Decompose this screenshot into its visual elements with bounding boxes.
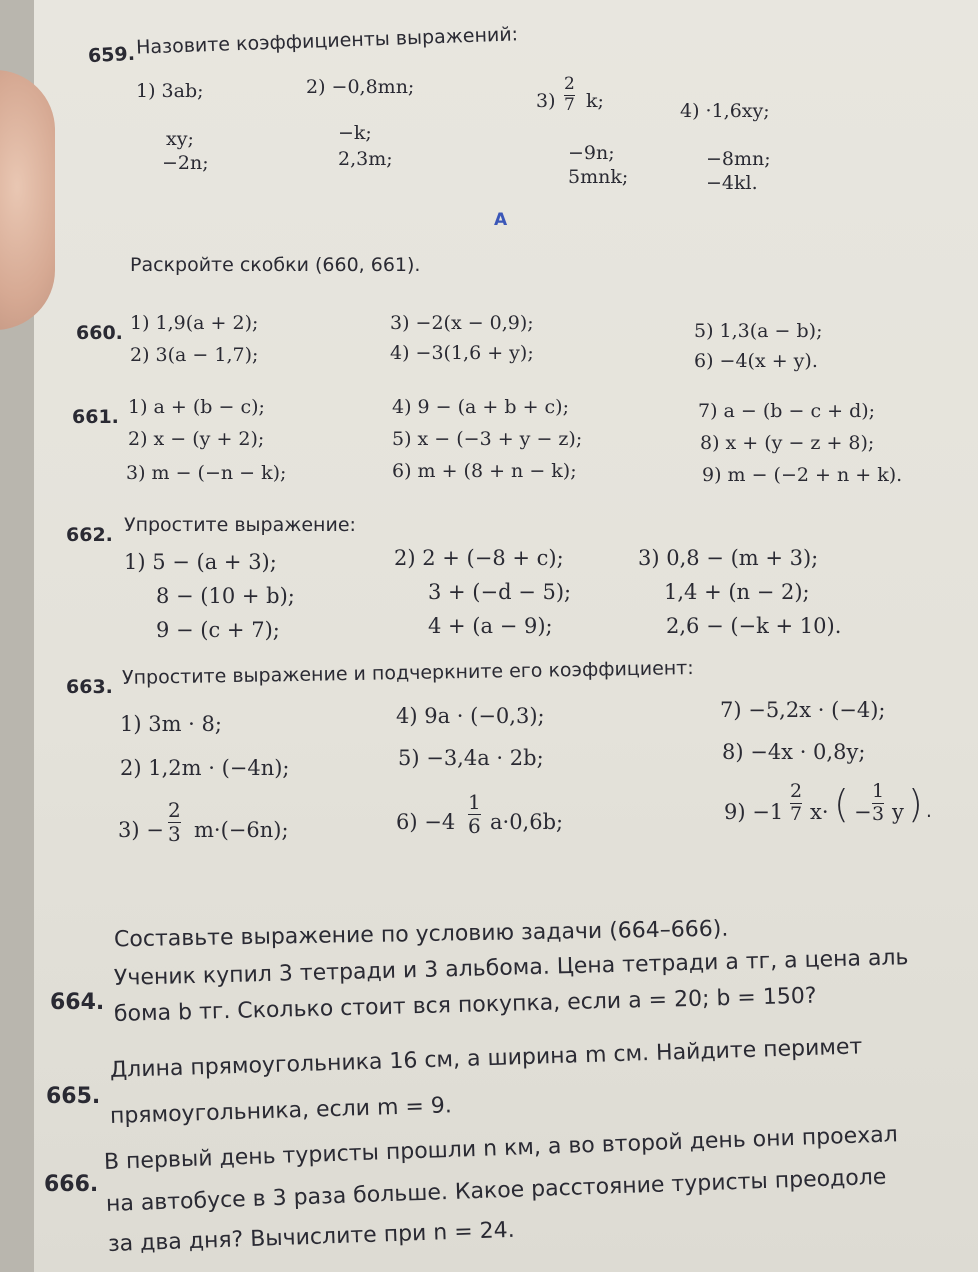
problem-659-number: 659. <box>87 42 136 68</box>
p662-item-3b: 1,4 + (n − 2); <box>664 580 810 604</box>
p663-item-6-fraction <box>468 792 481 837</box>
problem-663-title: Упростите выражение и подчеркните его коэффициент: <box>121 657 694 689</box>
p660-item-4: 4) −3(1,6 + y); <box>390 342 534 364</box>
p662-item-1b: 8 − (10 + b); <box>156 584 295 608</box>
fraction-numerator: 1 <box>872 780 885 802</box>
p664-line-1: Ученик купил 3 тетради и 3 альбома. Цена тетради a тг, а цена аль <box>113 945 909 991</box>
fraction-numerator: 1 <box>468 790 481 814</box>
p659-frac-num: 2 <box>564 74 575 94</box>
p662-item-1a: 1) 5 − (a + 3); <box>124 550 277 574</box>
p663-item-3-fraction <box>168 800 181 845</box>
p665-line-1: Длина прямоугольника 16 см, а ширина m см. Найдите перимет <box>109 1034 863 1083</box>
fraction-numerator: 2 <box>790 780 803 802</box>
p663-item-8: 8) −4x · 0,8y; <box>722 740 866 764</box>
p659-item-2b: −k; <box>338 122 372 144</box>
p663-item-9-minus: − <box>854 800 872 824</box>
p659-item-3b: −9n; <box>568 142 615 164</box>
p661-item-1: 1) a + (b − c); <box>128 396 265 418</box>
problem-659-title: Назовите коэффициенты выражений: <box>135 23 519 59</box>
p661-item-8: 8) x + (y − z + 8); <box>700 432 875 454</box>
p663-item-9-fraction <box>790 782 802 825</box>
problem-665-number: 665. <box>46 1084 101 1109</box>
p663-item-4: 4) 9a · (−0,3); <box>396 704 545 728</box>
p659-item-1: 1) 3ab; <box>136 80 204 102</box>
p660-item-5: 5) 1,3(a − b); <box>694 320 823 342</box>
p659-fraction <box>564 76 575 115</box>
section-a-label: А <box>494 210 508 230</box>
p659-item-3-var: k; <box>586 90 604 112</box>
p665-line-2: прямоугольника, если m = 9. <box>109 1093 453 1129</box>
p663-item-9-var: x· <box>810 800 829 824</box>
p663-item-9-open-paren: ( <box>834 782 849 826</box>
problem-662-title: Упростите выражение: <box>124 514 356 536</box>
problem-663-number: 663. <box>66 676 113 698</box>
p659-item-2c: 2,3m; <box>338 148 393 170</box>
p661-item-6: 6) m + (8 + n − k); <box>392 460 577 482</box>
p660-item-6: 6) −4(x + y). <box>694 350 818 372</box>
intro-664-666: Составьте выражение по условию задачи (664–666). <box>113 916 729 953</box>
intro-660-661: Раскройте скобки (660, 661). <box>130 254 421 276</box>
fraction-denominator: 3 <box>168 822 181 846</box>
p666-line-1: В первый день туристы прошли n км, а во второй день они проехал <box>103 1122 899 1175</box>
p666-line-3: за два дня? Вычислите при n = 24. <box>107 1217 516 1257</box>
problem-666-number: 666. <box>44 1172 99 1197</box>
p663-item-5: 5) −3,4a · 2b; <box>398 746 544 770</box>
p661-item-9: 9) m − (−2 + n + k). <box>702 464 903 486</box>
p661-item-5: 5) x − (−3 + y − z); <box>392 428 583 450</box>
p660-item-3: 3) −2(x − 0,9); <box>390 312 534 334</box>
p660-item-2: 2) 3(a − 1,7); <box>130 344 259 366</box>
p662-item-1c: 9 − (c + 7); <box>156 618 280 642</box>
fraction-numerator: 2 <box>168 798 181 822</box>
p663-item-7: 7) −5,2x · (−4); <box>720 698 886 722</box>
p662-item-3c: 2,6 − (−k + 10). <box>666 614 842 638</box>
p662-item-2a: 2) 2 + (−8 + c); <box>394 546 564 570</box>
p664-line-2: бома b тг. Сколько стоит вся покупка, если a = 20; b = 150? <box>113 983 817 1027</box>
fraction-denominator: 7 <box>790 802 803 825</box>
p663-item-9-fraction-2 <box>872 782 884 825</box>
thumb <box>0 70 55 330</box>
p659-item-3c: 5mnk; <box>568 166 629 188</box>
p663-item-3-body: m·(−6n); <box>194 818 289 842</box>
p663-item-6-body: a·0,6b; <box>490 810 564 834</box>
problem-662-number: 662. <box>66 524 113 546</box>
p663-item-9-y: y <box>892 800 904 824</box>
p659-frac-den: 7 <box>564 94 575 115</box>
p661-item-4: 4) 9 − (a + b + c); <box>392 396 569 418</box>
p663-item-9-prefix: 9) −1 <box>724 800 784 824</box>
p661-item-2: 2) x − (y + 2); <box>128 428 265 450</box>
fraction-denominator: 3 <box>872 802 885 825</box>
p661-item-7: 7) a − (b − c + d); <box>698 400 876 422</box>
p662-item-2b: 3 + (−d − 5); <box>428 580 572 604</box>
p662-item-2c: 4 + (a − 9); <box>428 614 553 638</box>
p659-item-2: 2) −0,8mn; <box>306 76 415 98</box>
p661-item-3: 3) m − (−n − k); <box>126 462 287 484</box>
p666-line-2: на автобусе в 3 раза больше. Какое расстояние туристы преодоле <box>105 1164 887 1217</box>
fraction-denominator: 6 <box>468 814 481 838</box>
p663-item-9-close-paren: ). <box>908 782 935 826</box>
p663-item-2: 2) 1,2m · (−4n); <box>120 756 290 780</box>
problem-660-number: 660. <box>76 322 123 344</box>
p660-item-1: 1) 1,9(a + 2); <box>130 312 259 334</box>
p663-item-1: 1) 3m · 8; <box>120 712 222 736</box>
p662-item-3a: 3) 0,8 − (m + 3); <box>638 546 819 570</box>
p663-item-6-prefix: 6) −4 <box>396 810 456 834</box>
p659-item-1c: −2n; <box>162 152 209 174</box>
p659-item-4: 4) ·1,6xy; <box>680 100 770 122</box>
p663-item-3-prefix: 3) − <box>118 818 164 842</box>
problem-661-number: 661. <box>72 406 119 428</box>
p659-item-4b: −8mn; <box>706 148 771 170</box>
p659-item-3-prefix: 3) <box>536 90 556 112</box>
p659-item-1b: xy; <box>166 128 194 150</box>
problem-664-number: 664. <box>50 990 105 1015</box>
p659-item-4c: −4kl. <box>706 172 758 194</box>
